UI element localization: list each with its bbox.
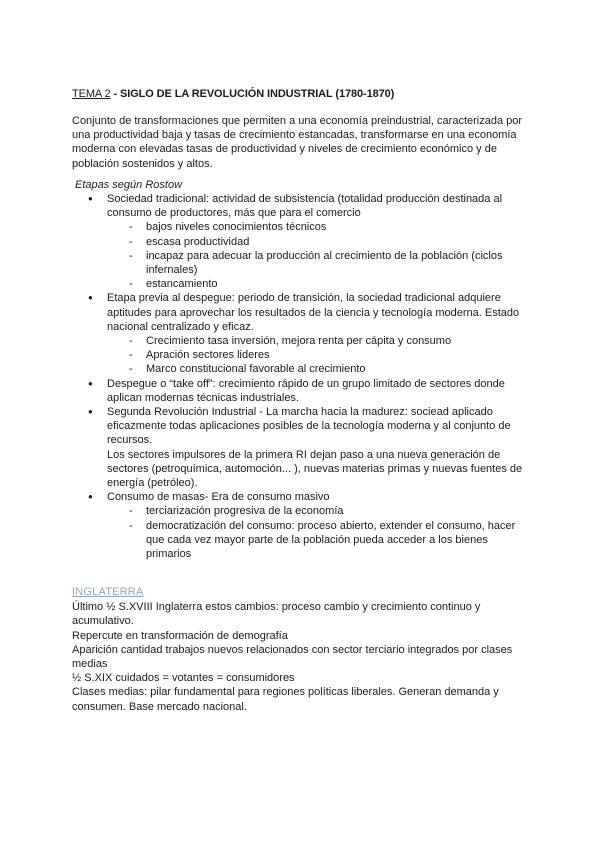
sub-item: - bajos niveles conocimientos técnicos (111, 220, 532, 234)
stage-text: Segunda Revolución Industrial - La marcha hacia la madurez: sociead aplicado eficazmente todas aplicaciones posibles de la tecnología moderna y al conjunto de recursos. (107, 406, 511, 447)
stage-text: Etapa previa al despegue: periodo de transición, la sociedad tradicional adquiere aptitudes para aprovechar los resultados de la ciencia y tecnología moderna. Estado nacional centralizado y eficaz. (107, 292, 520, 333)
section-line: Clases medias: pilar fundamental para regiones políticas liberales. Generan demanda y consumen. Base mercado nacional. (72, 686, 499, 713)
sub-item: - Marco constitucional favorable al crecimiento (111, 362, 532, 376)
stage-item (72, 490, 532, 561)
sub-item: - democratización del consumo: proceso abierto, extender el consumo, hacer que cada vez mayor parte de la población pueda acceder a los bienes primarios (111, 519, 532, 562)
sub-item: - Apración sectores lideres (111, 348, 532, 362)
stage-item (72, 291, 532, 376)
sub-item: - terciarización progresiva de la economía (111, 504, 532, 518)
section-line: Aparición cantidad trabajos nuevos relacionados con sector terciario integrados por clases medias (72, 643, 513, 671)
sub-item: - Crecimiento tasa inversión, mejora renta per cápita y consumo (111, 334, 532, 348)
sub-item: - estancamiento (111, 277, 532, 291)
stage-text: Despegue o “take off”: crecimiento rápido de un grupo limitado de sectores donde aplican modernas técnicas industriales. (107, 377, 505, 404)
sub-item: - escasa productividad (111, 235, 532, 249)
stage-sublist (107, 334, 532, 377)
stage-sublist (107, 504, 532, 561)
section-line: Repercute en transformación de demografía (72, 629, 288, 642)
england-section (72, 585, 532, 714)
section-line: ½ S.XIX cuidados = votantes = consumidores (72, 672, 295, 685)
stage-item (72, 192, 532, 291)
sub-item: - incapaz para adecuar la producción al crecimiento de la población (ciclos infernales) (111, 249, 532, 277)
section-line: Último ½ S.XVIII Inglaterra estos cambios: proceso cambio y crecimiento continuo y acumulativo. (72, 601, 481, 628)
intro-paragraph: Conjunto de transformaciones que permiten a una economía preindustrial, caracterizada por una productividad baja y tasas de crecimiento estancadas, transformarse en una economía moderna con elevadas tasas de productividad y niveles de crecimiento económico y de población sostenidos y altos. (72, 115, 523, 170)
stage-item (72, 377, 532, 405)
stage-text: Consumo de masas- Era de consumo masivo (107, 491, 330, 504)
stage-item (72, 405, 532, 490)
document-title (72, 87, 394, 101)
stage-text: Sociedad tradicional: actividad de subsistencia (totalidad producción destinada al consumo de productores, más que para el comercio (107, 193, 503, 220)
stage-sublist (107, 220, 532, 291)
stage-extra-text: Los sectores impulsores de la primera RI dejan paso a una nueva generación de sectores (petroquímica, automoción... ), nuevas materias primas y nuevas fuentes de energía (petróleo). (107, 448, 523, 490)
section-heading: INGLATERRA (72, 586, 144, 598)
topic-label: TEMA 2 (72, 88, 111, 100)
stages-list (72, 192, 532, 561)
title-text: - SIGLO DE LA REVOLUCIÓN INDUSTRIAL (1780-1870) (110, 88, 395, 100)
stages-label: Etapas según Rostow (75, 179, 183, 191)
